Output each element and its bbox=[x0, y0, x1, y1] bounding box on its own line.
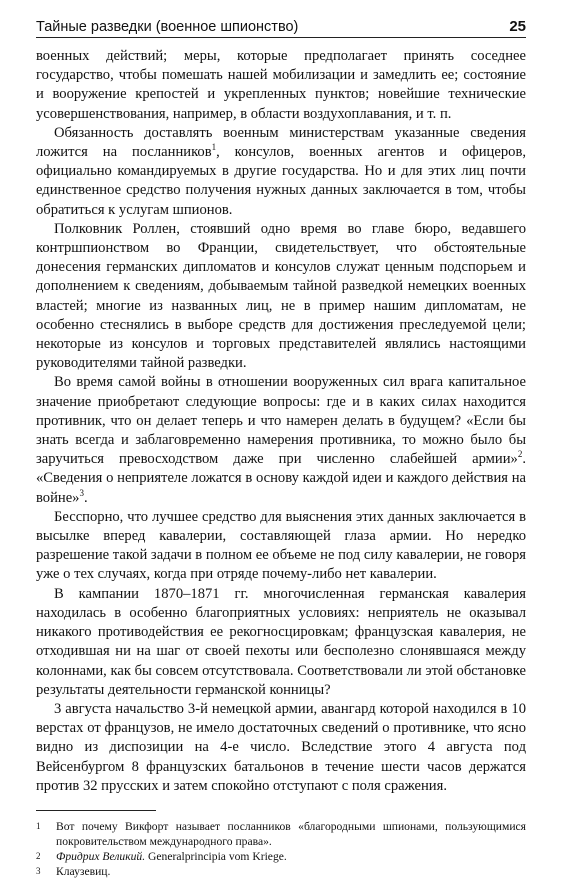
footnote-body: Generalprincipia vom Kriege. bbox=[145, 849, 287, 863]
page-number: 25 bbox=[509, 18, 526, 35]
footnote-author: Фридрих Великий. bbox=[56, 849, 146, 863]
footnote-text bbox=[56, 849, 526, 864]
footnote-text bbox=[56, 864, 526, 879]
footnote-mark: 2 bbox=[36, 850, 41, 861]
footnote bbox=[36, 864, 526, 879]
paragraph-text: 3 августа начальство 3-й немецкой армии, авангард которой находился в 10 верстах от французов, не имело достаточных сведений о противнике, что ясно видно из диспозиции на 4-е число. Вследствие этого 4 августа под Вейсенбургом 8 французских батальонов в течение шести часов держатся против 32 прусских и затем спокойно отступают с поля сражения. bbox=[36, 700, 526, 794]
body-paragraph bbox=[36, 124, 526, 220]
footnotes bbox=[36, 819, 526, 879]
footnote-mark: 1 bbox=[36, 820, 41, 831]
footnote-mark: 3 bbox=[36, 865, 41, 876]
body-paragraph bbox=[36, 700, 526, 796]
body-paragraph bbox=[36, 585, 526, 700]
footnote-reference[interactable]: 2 bbox=[517, 449, 523, 460]
paragraph-text: Во время самой войны в отношении вооруженных сил врага капитальное значение приобретают следующие вопросы: где и в каких силах находится противник, что он делает теперь и что намерен делать в будущем? «Если бы знать всегда и заблаговременно намерения противника, то можно было бы заручиться превосходством даже при численно слабейшей армии» bbox=[36, 374, 526, 468]
paragraph-text: Обязанность доставлять военным министерствам указанные сведения ложится на посланников bbox=[36, 124, 526, 161]
footnote-text bbox=[56, 819, 526, 849]
body-paragraph bbox=[36, 508, 526, 585]
footnote-separator bbox=[36, 810, 156, 811]
paragraph-text: . bbox=[83, 489, 88, 506]
paragraph-text: . «Сведения о неприятеле ложатся в основу каждой идеи и каждого действия на войне» bbox=[36, 451, 526, 506]
paragraph-text: В кампании 1870–1871 гг. многочисленная германская кавалерия находилась в особенно благоприятных условиях: неприятель не оказывал никакого противодействия ее рекогносцировкам; французская кавалерия, не отходившая ни на шаг от своей пехоты или бесполезно слонявшаяся между колоннами, как бы совсем отсутствовала. Соответствовали ли этой обстановке результаты деятельности германской конницы? bbox=[36, 585, 526, 698]
paragraph-text: Бесспорно, что лучшее средство для выяснения этих данных заключается в высылке вперед кавалерии, составляющей глаза армии. Но нередко разрешение такой задачи в полном ее объеме не под силу кавалерии, не говоря уже о тех случаях, когда при отряде почему-либо нет кавалерии. bbox=[36, 508, 526, 583]
running-head: Тайные разведки (военное шпионство) bbox=[36, 19, 299, 35]
paragraph-text: , консулов, военных агентов и офицеров, официально командируемых в другие государства. Но и для этих лиц почти единственное средство получения нужных данных заключается в том, чтобы обратиться к услугам шпионов. bbox=[36, 144, 526, 218]
footnote-reference[interactable]: 3 bbox=[79, 487, 84, 498]
page-header bbox=[36, 8, 526, 38]
body-paragraph bbox=[36, 220, 526, 374]
body-paragraph bbox=[36, 47, 526, 124]
body-text bbox=[36, 47, 526, 796]
footnote bbox=[36, 849, 526, 864]
footnote-reference[interactable]: 1 bbox=[211, 142, 217, 153]
footnote-body: Вот почему Викфорт называет посланников «благородными шпионами, пользующимися покровительством международного права». bbox=[56, 819, 526, 848]
paragraph-text: военных действий; меры, которые предполагает принять соседнее государство, чтобы помешать нашей мобилизации и замедлить ее; состояние и вооружение крепостей и укрепленных пунктов; новейшие технические усовершенствования, например, в области воздухоплавания, и т. п. bbox=[36, 48, 526, 122]
body-paragraph bbox=[36, 373, 526, 507]
footnote-body: Клаузевиц. bbox=[56, 864, 111, 878]
paragraph-text: Полковник Роллен, стоявший одно время во главе бюро, ведавшего контршпионством во Франции, свидетельствует, что обстоятельные донесения германских дипломатов и консулов служат ценным подспорьем и дополнением к сведениям, добываемым тайной разведкой немецких военных властей; многие из названных лиц, не в пример нашим дипломатам, не особенно стеснялись в выборе средств для достижения преследуемой цели; некоторые из консулов и торговых представителей являлись настоящими руководителями тайной разведки. bbox=[36, 220, 526, 372]
footnote bbox=[36, 819, 526, 849]
